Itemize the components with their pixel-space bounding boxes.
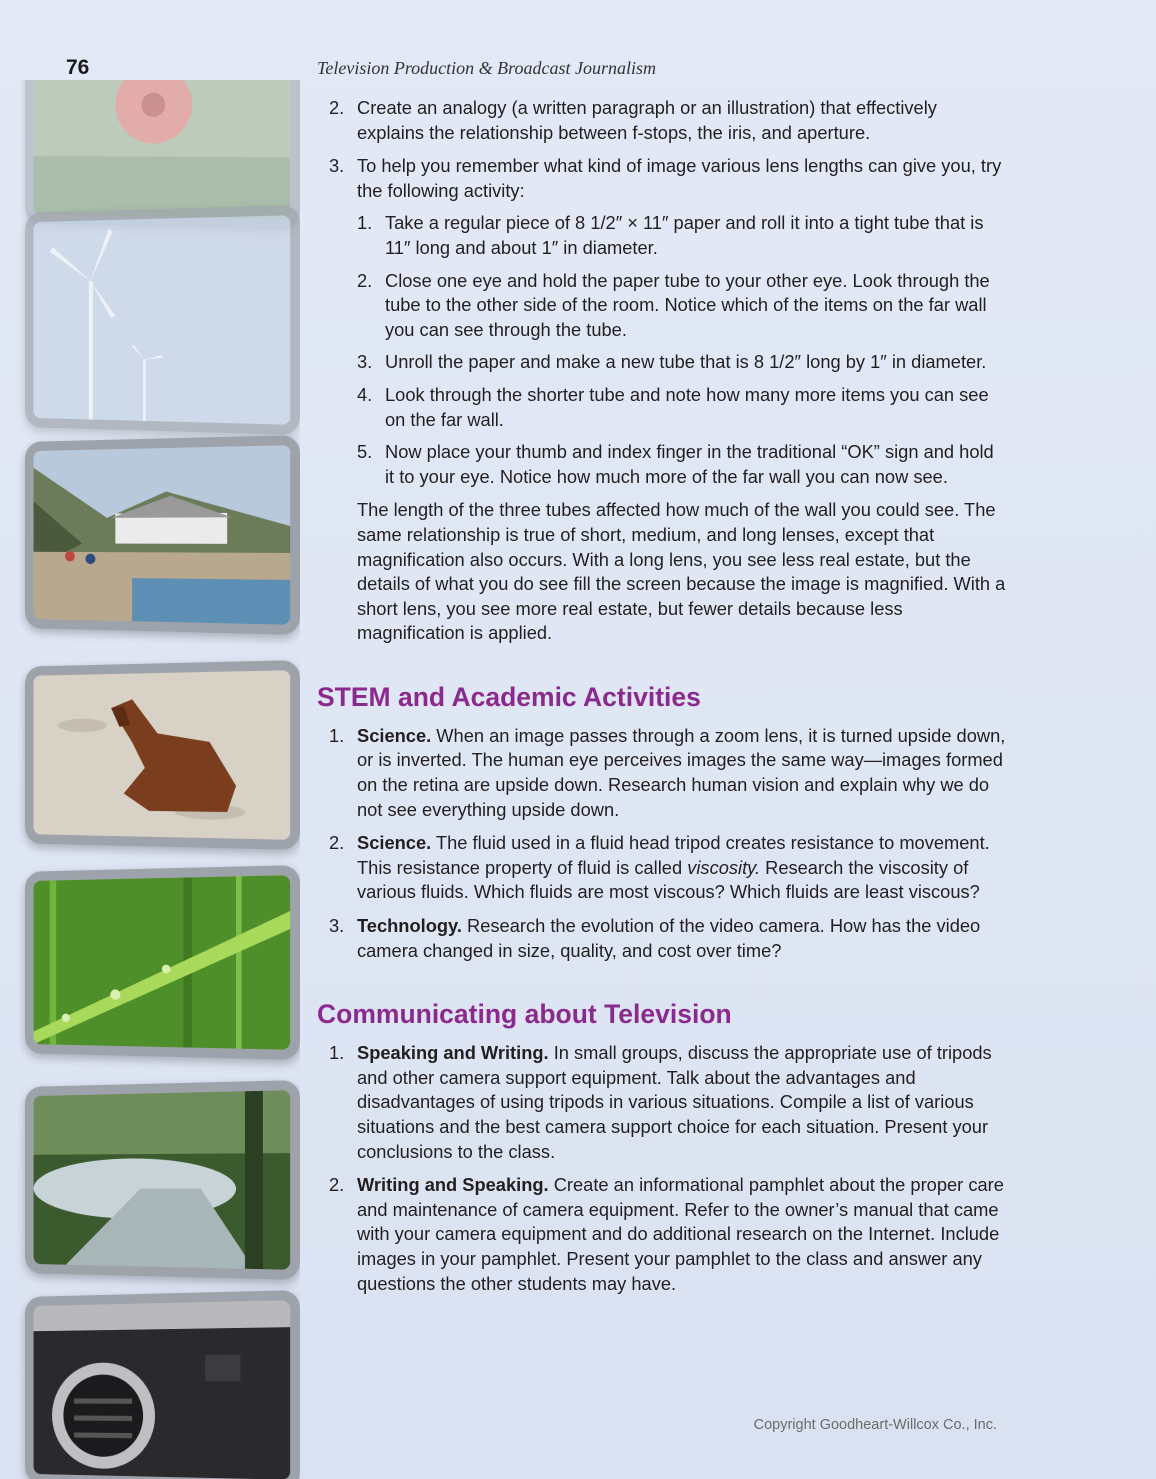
forest-stream-photo (25, 1080, 300, 1280)
step-item: 2. Close one eye and hold the paper tube to your other eye. Look through the tube to the other side of the room. Notice which of the items on the far wall you can see through the tube. (357, 269, 990, 340)
step-item: 3. Unroll the paper and make a new tube that is 8 1/2″ long by 1″ in diameter. (357, 351, 987, 373)
lens-activity-steps (357, 211, 1007, 489)
item-text: To help you remember what kind of image various lens lengths can give you, try the following activity: (357, 155, 1002, 201)
page-number: 76 (66, 56, 90, 79)
step-item: 1. Take a regular piece of 8 1/2″ × 11″ paper and roll it into a tight tube that is 11″ long and about 1″ in diameter. (357, 212, 984, 258)
horse-photo (25, 660, 300, 850)
running-head: Television Production & Broadcast Journalism (317, 58, 656, 78)
stem-list (317, 724, 1007, 963)
car-dashboard-photo (25, 1290, 300, 1479)
grass-dewdrop-photo (25, 865, 300, 1060)
list-item: 1. Speaking and Writing. In small groups, discuss the appropriate use of tripods and other camera support equipment. Talk about the advantages and disadvantages of using tripods in various situations. Compile a list of various situations and the best camera support choice for each situation. Present your conclusions to the class. (329, 1042, 992, 1162)
list-item: 2. Writing and Speaking. Create an informational pamphlet about the proper care and maintenance of camera equipment. Refer to the owner’s manual that came with your camera equipment and do additional research on the Internet. Include images in your pamphlet. Present your pamphlet to the class and answer any questions the other students may have. (329, 1174, 1004, 1294)
photo-strip (0, 80, 300, 1479)
list-item: 2. Create an analogy (a written paragraph or an illustration) that effectively explains the relationship between f-stops, the iris, and aperture. (329, 97, 937, 143)
wind-turbine-photo (25, 205, 300, 435)
copyright-notice: Copyright Goodheart-Willcox Co., Inc. (753, 1417, 997, 1433)
mountain-lodge-photo (25, 435, 300, 635)
item-text: Create an analogy (a written paragraph or an illustration) that effectively explains the relationship between f-stops, the iris, and aperture. (357, 97, 937, 143)
step-item: 5. Now place your thumb and index finger in the traditional “OK” sign and hold it to your eye. Notice how much more of the far wall you can now see. (357, 441, 994, 487)
main-content (317, 96, 1007, 1305)
activity-conclusion: The length of the three tubes affected how much of the wall you could see. The same relationship is true of short, medium, and long lenses, except that magnification also occurs. With a long lens, you see less real estate, but the details of what you do see fill the screen because the image is magnified. With a short lens, you see more real estate, but fewer details because less magnification is applied. (357, 499, 1006, 644)
list-item: 2. Science. The fluid used in a fluid head tripod creates resistance to movement. This resistance property of fluid is called viscosity. Research the viscosity of various fluids. Which fluids are most viscous? Which fluids are least viscous? (329, 832, 990, 903)
activities-list (317, 96, 1007, 489)
communicating-heading: Communicating about Television (317, 999, 732, 1030)
list-item: 1. Science. When an image passes through a zoom lens, it is turned upside down, or is inverted. The human eye perceives images the same way—images formed on the retina are upside down. Research human vision and explain why we do not see everything upside down. (329, 724, 1006, 820)
stem-heading: STEM and Academic Activities (317, 681, 701, 712)
list-item: 3. Technology. Research the evolution of the video camera. How has the video camera changed in size, quality, and cost over time? (329, 915, 981, 961)
step-item: 4. Look through the shorter tube and note how many more items you can see on the far wall. (357, 383, 989, 430)
communicating-list (317, 1041, 1007, 1296)
list-item: 3. To help you remember what kind of image various lens lengths can give you, try the following activity: 1. Take a regular piece of 8 1/2″ × 11″ paper and roll it into a tight tube that is 11″ long and about 1″ in diameter. 2. Close one eye and hold the paper tube to your other eye. Look through the tube to the other side of the room. Notice which of the items on the far wall you can see through the tube. 3. Unroll the paper and make a new tube that is 8 1/2″ long by 1″ in diameter. 4. Look through the shorter tube and note how many more items you can see on the far wall. 5. Now place your thumb and index finger in the traditional “OK” sign and hold it to your eye. Notice how much more of the far wall you can now see. (317, 154, 1007, 489)
